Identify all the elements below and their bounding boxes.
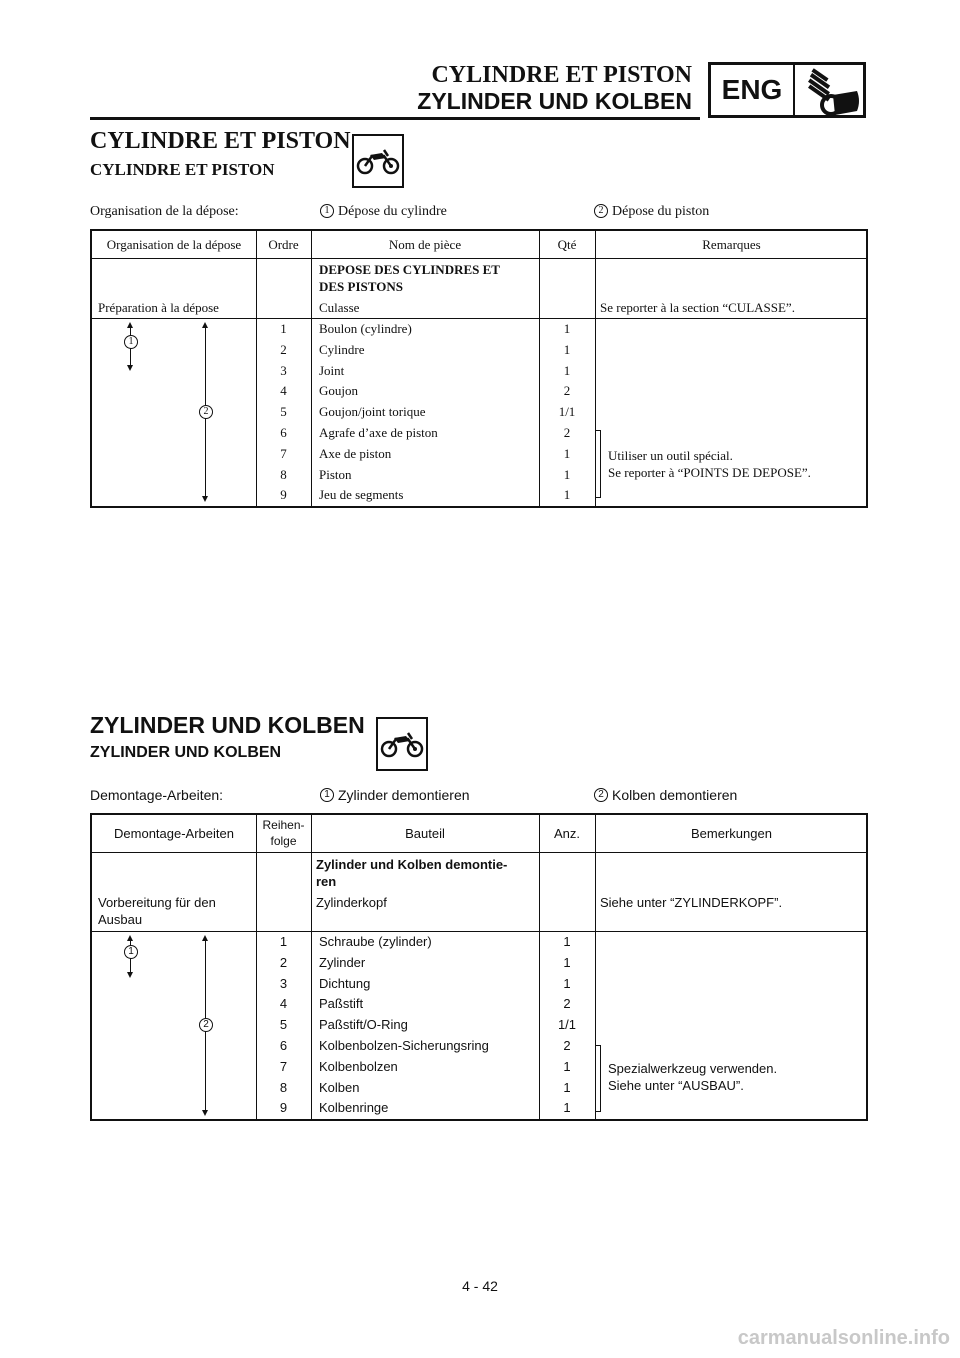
de-row-part: Zylinder: [319, 954, 366, 970]
de-row-order: 1: [279, 934, 288, 949]
fr-row-qty: 1: [563, 362, 571, 378]
de-row-qty: 1: [563, 1058, 571, 1074]
fr-prep-title-l1: DEPOSE DES CYLINDRES ET: [319, 262, 500, 277]
de-prep-title-l2: ren: [316, 874, 337, 889]
fr-row-order: 7: [280, 445, 287, 461]
fr-section-title: CYLINDRE ET PISTON: [90, 128, 351, 154]
de-row-qty: 1: [563, 934, 571, 949]
de-step2-text: Kolben demontieren: [612, 787, 738, 803]
de-row-qty: 2: [563, 1038, 571, 1053]
fr-row-part: Agrafe d’axe de piston: [319, 425, 438, 440]
de-col-qty: Anz.: [553, 826, 580, 841]
fr-row-qty: 1: [563, 445, 571, 461]
engine-cylinder-icon: [797, 67, 863, 122]
fr-col-remarks: Remarques: [702, 237, 761, 252]
de-row-order: 7: [279, 1058, 288, 1074]
de-col-org: Demontage-Arbeiten: [114, 826, 234, 841]
fr-row-qty: 1: [563, 487, 571, 503]
fr-row-order: 2: [280, 341, 287, 357]
fr-marker-2: 2: [199, 405, 213, 419]
fr-row-part: Cylindre: [319, 341, 365, 357]
de-marker-1: 1: [124, 945, 138, 959]
eng-badge: [708, 62, 866, 118]
fr-row-part: Goujon/joint torique: [319, 404, 426, 420]
fr-marker-1: 1: [124, 335, 138, 349]
fr-row-order: 9: [280, 487, 287, 503]
de-row-part: Paßstift/O-Ring: [319, 1017, 408, 1033]
fr-parts-table: [90, 229, 868, 508]
de-prep-part: Zylinderkopf: [316, 895, 387, 910]
fr-col-org: Organisation de la dépose: [106, 237, 242, 252]
header-title-fr: CYLINDRE ET PISTON: [431, 62, 692, 88]
fr-motorcycle-icon-box: [352, 134, 404, 188]
de-row-qty: 1: [563, 1100, 571, 1116]
de-step2-num: 2: [594, 788, 608, 802]
de-remark-l2: Siehe unter “AUSBAU”.: [608, 1078, 744, 1093]
fr-step1: [320, 204, 447, 220]
de-row-order: 4: [279, 996, 288, 1012]
eng-label: ENG: [711, 65, 795, 115]
fr-section-subtitle: CYLINDRE ET PISTON: [90, 160, 275, 179]
de-row-part: Kolbenbolzen-Sicherungsring: [319, 1038, 489, 1053]
de-row-part: Kolbenringe: [319, 1100, 389, 1116]
de-col-order-l1: Reihen-: [262, 818, 305, 832]
fr-step2: [594, 204, 709, 220]
de-row-order: 8: [279, 1079, 288, 1095]
fr-row-order: 3: [280, 362, 287, 378]
fr-prep-title-l2: DES PISTONS: [319, 279, 403, 294]
fr-remark-l2: Se reporter à “POINTS DE DEPOSE”.: [608, 465, 811, 480]
fr-row-order: 4: [280, 383, 287, 399]
header-rule: [90, 117, 700, 120]
de-row-qty: 1/1: [557, 1017, 577, 1033]
de-prep-label-l2: Ausbau: [98, 912, 143, 927]
fr-row-qty: 1: [563, 466, 571, 482]
de-prep-title-l1: Zylinder und Kolben demontie-: [316, 857, 508, 872]
de-prep-remark: Siehe unter “ZYLINDERKOPF”.: [600, 895, 783, 910]
fr-row-part: Jeu de segments: [319, 487, 404, 503]
de-col-part: Bauteil: [405, 826, 445, 841]
de-step1: [320, 787, 470, 803]
de-step1-num: 1: [320, 788, 334, 802]
fr-row-qty: 1: [563, 341, 571, 357]
fr-row-part: Boulon (cylindre): [319, 321, 412, 336]
header-title-de: ZYLINDER UND KOLBEN: [417, 88, 692, 114]
fr-row-part: Goujon: [319, 383, 358, 399]
de-col-remarks: Bemerkungen: [691, 826, 772, 841]
fr-step1-num: 1: [320, 204, 334, 218]
fr-remark-l1: Utiliser un outil spécial.: [608, 448, 733, 463]
fr-row-order: 1: [280, 321, 287, 336]
de-row-part: Paßstift: [319, 996, 364, 1012]
de-row-part: Schraube (zylinder): [319, 934, 432, 949]
de-row-order: 9: [279, 1100, 288, 1116]
motorcycle-icon: [380, 729, 424, 759]
fr-row-qty: 1: [563, 321, 571, 336]
fr-col-qty: Qté: [557, 237, 577, 252]
de-row-part: Kolben: [319, 1079, 360, 1095]
de-row-qty: 1: [563, 954, 571, 970]
motorcycle-icon: [356, 146, 400, 176]
fr-prep-remark: Se reporter à la section “CULASSE”.: [600, 300, 795, 315]
de-step1-text: Zylinder demontieren: [338, 787, 470, 803]
de-row-qty: 1: [563, 1079, 571, 1095]
page-number: 4 - 42: [462, 1278, 498, 1294]
de-motorcycle-icon-box: [376, 717, 428, 771]
de-step2: [594, 787, 737, 803]
fr-row-order: 5: [280, 404, 287, 420]
fr-prep-label: Préparation à la dépose: [98, 300, 219, 315]
de-marker-2: 2: [199, 1018, 213, 1032]
de-row-qty: 2: [563, 996, 571, 1012]
de-section-subtitle: ZYLINDER UND KOLBEN: [90, 744, 282, 761]
de-row-order: 2: [279, 954, 288, 970]
fr-col-order: Ordre: [268, 237, 299, 252]
de-section-title: ZYLINDER UND KOLBEN: [90, 712, 365, 738]
fr-row-qty: 1/1: [558, 404, 576, 420]
fr-row-part: Piston: [319, 466, 352, 482]
fr-step1-text: Dépose du cylindre: [338, 204, 447, 219]
de-remark-l1: Spezialwerkzeug verwenden.: [608, 1061, 778, 1076]
watermark: carmanualsonline.info: [737, 1327, 950, 1349]
fr-row-qty: 2: [563, 425, 571, 440]
de-row-order: 6: [279, 1038, 288, 1053]
de-row-qty: 1: [563, 975, 571, 991]
fr-row-qty: 2: [563, 383, 571, 399]
de-col-order-l2: folge: [270, 834, 297, 848]
fr-org-label: Organisation de la dépose:: [90, 204, 239, 219]
de-row-order: 3: [279, 975, 288, 991]
fr-row-part: Joint: [319, 362, 345, 378]
fr-step2-num: 2: [594, 204, 608, 218]
de-prep-label-l1: Vorbereitung für den: [98, 895, 216, 910]
de-parts-table: [90, 813, 868, 1121]
fr-prep-part: Culasse: [319, 300, 360, 315]
de-row-part: Kolbenbolzen: [319, 1058, 398, 1074]
fr-row-order: 8: [280, 466, 287, 482]
fr-step2-text: Dépose du piston: [612, 204, 710, 219]
de-org-label: Demontage-Arbeiten:: [90, 787, 224, 803]
de-row-order: 5: [279, 1017, 288, 1033]
de-row-part: Dichtung: [319, 975, 371, 991]
fr-row-part: Axe de piston: [319, 445, 392, 461]
fr-col-part: Nom de pièce: [388, 237, 462, 252]
fr-row-order: 6: [280, 425, 287, 440]
